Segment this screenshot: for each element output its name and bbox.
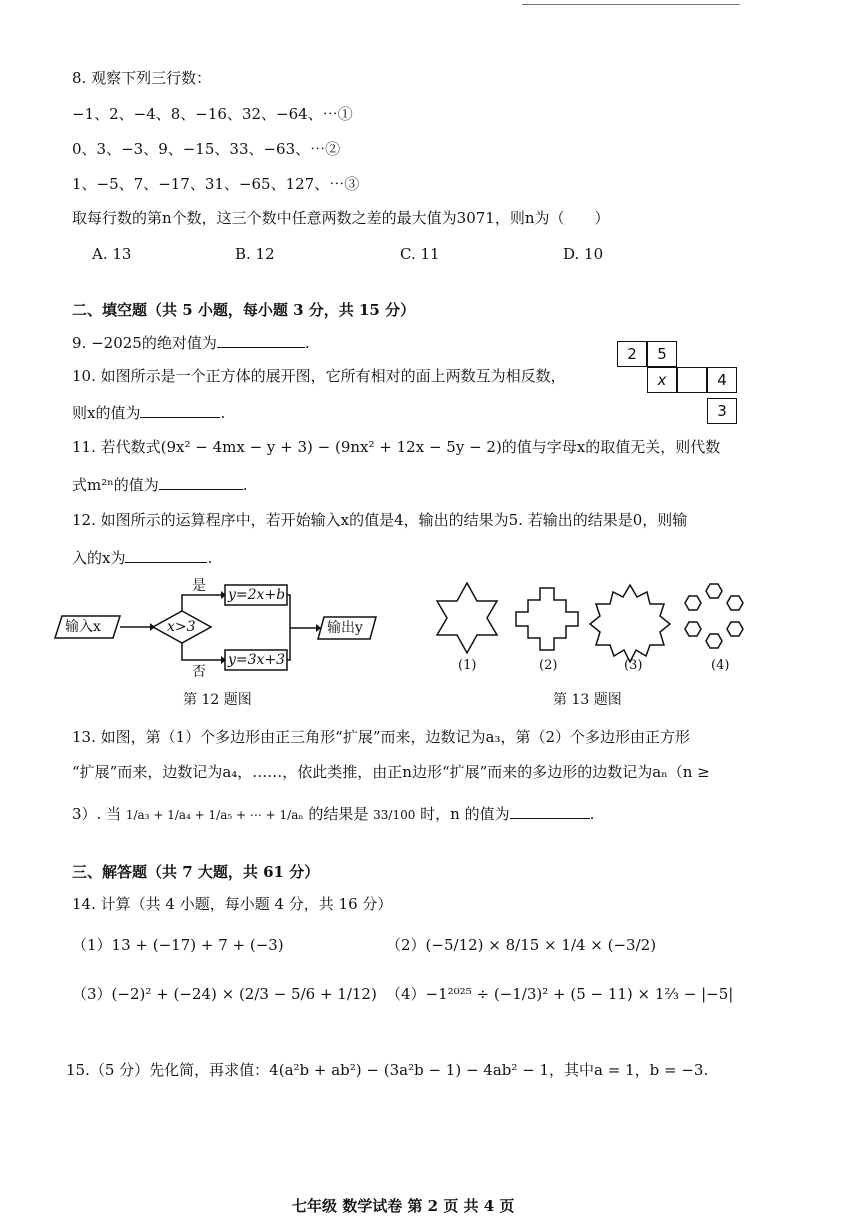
q12-line2-text: 入的x为 (72, 549, 126, 567)
q10-line2-text: 则x的值为 (72, 404, 141, 422)
q14-part4-label: （4） (386, 985, 426, 1003)
flow-no-formula: y=3x+3 (228, 652, 286, 668)
figure-1-star (437, 583, 497, 653)
net-cell-2: 5 (647, 341, 677, 367)
net-cell-3: x (647, 367, 677, 393)
flow-condition-label: x>3 (167, 619, 196, 635)
net-cell-6: 3 (707, 398, 737, 424)
figure-4-snowflake (685, 584, 743, 648)
q14-part2-expr: (−5/12) × 8/15 × 1/4 × (−3/2) (425, 936, 657, 954)
q12-caption: 第 12 题图 (183, 692, 252, 708)
q13-answer-blank[interactable] (510, 802, 590, 819)
q14-part4-expr: −1²⁰²⁵ ÷ (−1/3)² + (5 − 11) × 1⅔ − |−5| (425, 985, 734, 1003)
q14-part2-label: （2） (386, 936, 426, 954)
q10-line1: 10. 如图所示是一个正方体的展开图，它所有相对的面上两数互为相反数， (72, 367, 566, 385)
q9-end: . (304, 334, 310, 352)
q9-text: 9. −2025的绝对值为 (72, 334, 217, 352)
q13-line1: 13. 如图，第（1）个多边形由正三角形“扩展”而来，边数记为a₃，第（2）个多边形由正方形 (72, 728, 691, 746)
net-cell-5: 4 (707, 367, 737, 393)
q14-part2 (386, 935, 656, 955)
q8-option-d: D. 10 (563, 245, 604, 263)
q13-line2: “扩展”而来，边数记为a₄，……，依此类推，由正n边形“扩展”而来的多边形的边数记为aₙ（n ≥ (72, 763, 710, 781)
figure-2-label: (2) (539, 658, 558, 673)
q15: 15.（5 分）先化简，再求值：4(a²b + ab²) − (3a²b − 1) − 4ab² − 1，其中a = 1，b = −3. (66, 1061, 709, 1079)
q14-part3-label: （3） (72, 985, 112, 1003)
q13-line3 (72, 802, 594, 825)
q14-stem: 14. 计算（共 4 小题，每小题 4 分，共 16 分） (72, 895, 393, 913)
q14-part1: （1）13 + (−17) + 7 + (−3) (72, 936, 284, 954)
q13-end: . (589, 805, 595, 823)
q14-part3 (72, 984, 377, 1004)
q11-line1: 11. 若代数式(9x² − 4mx − y + 3) − (9nx² + 12x − 5y − 2)的值与字母x的取值无关，则代数 (72, 438, 721, 456)
section3-title: 三、解答题（共 7 大题，共 61 分） (72, 863, 320, 881)
q8-row1: −1、2、−4、8、−16、32、−64、⋯① (72, 105, 353, 123)
q8-stem: 8. 观察下列三行数： (72, 69, 212, 87)
figure-4-label: (4) (711, 658, 730, 673)
q13-line3-pre: 3）. 当 (72, 805, 122, 823)
figure-3-polygon (590, 585, 670, 662)
q12-line1: 12. 如图所示的运算程序中，若开始输入x的值是4，输出的结果为5. 若输出的结果是0，则输 (72, 511, 688, 529)
flow-no-label: 否 (192, 664, 206, 680)
q11-end: . (242, 476, 248, 494)
flow-output-label: 输出y (327, 620, 363, 636)
q8-row3: 1、−5、7、−17、31、−65、127、⋯③ (72, 175, 360, 193)
page-footer: 七年级 数学试卷 第 2 页 共 4 页 (292, 1197, 515, 1215)
q8-option-c: C. 11 (400, 245, 440, 263)
q8-option-a: A. 13 (92, 245, 132, 263)
q14-part3-expr: (−2)² + (−24) × (2/3 − 5/6 + 1/12) (111, 985, 377, 1003)
q8-option-b: B. 12 (235, 245, 275, 263)
q13-sum-expression: 1/a₃ + 1/a₄ + 1/a₅ + ⋯ + 1/aₙ (125, 808, 304, 822)
q13-caption: 第 13 题图 (553, 692, 622, 708)
q14-part4 (386, 984, 733, 1004)
q12-end: . (207, 549, 213, 567)
section2-title: 二、填空题（共 5 小题，每小题 3 分，共 15 分） (72, 301, 416, 319)
figure-2-polygon (516, 588, 578, 650)
q8-row2: 0、3、−3、9、−15、33、−63、⋯② (72, 140, 341, 158)
flow-input-label: 输入x (65, 619, 101, 635)
q11-line2-text: 式m²ⁿ的值为 (72, 476, 159, 494)
flow-yes-label: 是 (192, 578, 206, 594)
q8-question: 取每行数的第n个数，这三个数中任意两数之差的最大值为3071，则n为（ ） (72, 209, 610, 227)
q13-line3-post: 时，n 的值为 (420, 805, 510, 823)
q13-frac-result: 33/100 (373, 808, 416, 822)
q10-end: . (220, 404, 226, 422)
figure-3-label: (3) (624, 658, 643, 673)
figure-1-label: (1) (458, 658, 477, 673)
q13-line3-mid: 的结果是 (308, 805, 369, 823)
flow-yes-formula: y=2x+b (228, 587, 286, 603)
net-cell-1: 2 (617, 341, 647, 367)
